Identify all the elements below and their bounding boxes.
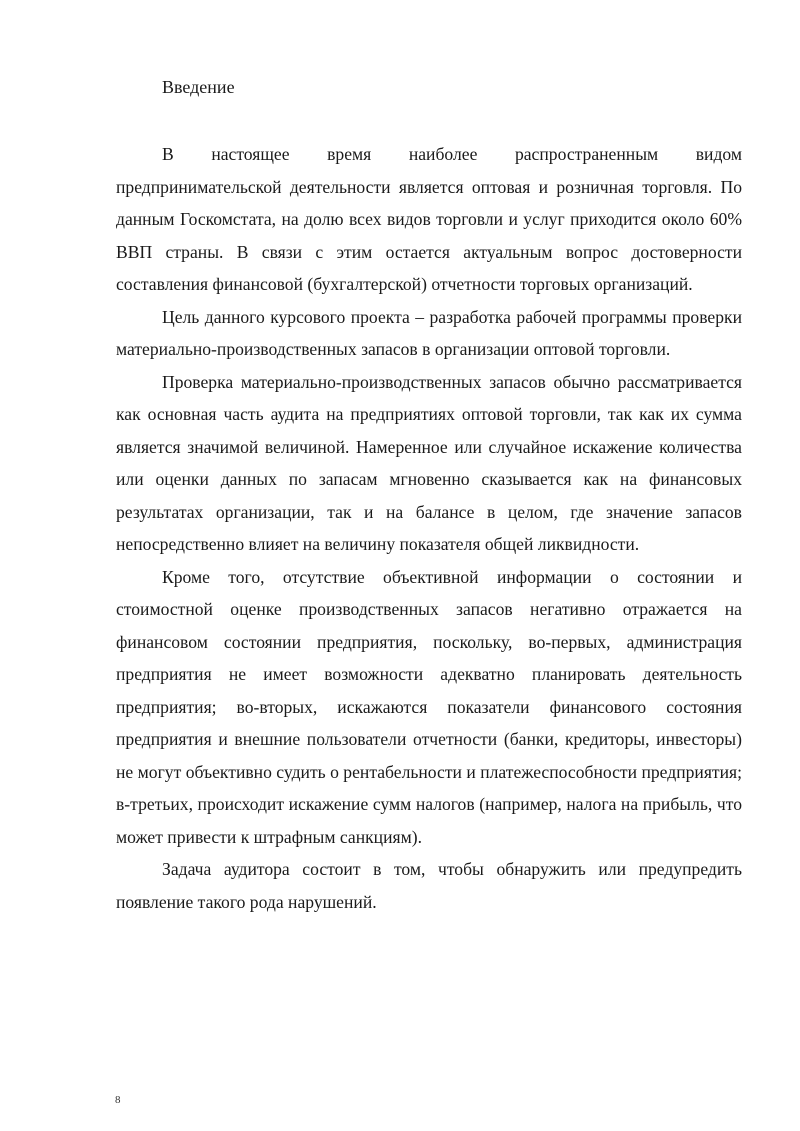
paragraph-intro: В настоящее время наиболее распространенным видом предпринимательской деятельности является оптовая и розничная торговля. По данным Госкомстата, на долю всех видов торговли и услуг приходится около 60% ВВП страны. В связи с этим остается актуальным вопрос достоверности составления финансовой (бухгалтерской) отчетности торговых организаций. [116,144,742,294]
paragraph-inventory-audit: Проверка материально-производственных запасов обычно рассматривается как основная часть аудита на предприятиях оптовой торговли, так как их сумма является значимой величиной. Намеренное или случайное искажение количества или оценки данных по запасам мгновенно сказывается как на финансовых результатах организации, так и на балансе в целом, где значение запасов непосредственно влияет на величину показателя общей ликвидности. [116,371,742,554]
paragraph-consequences: Кроме того, отсутствие объективной информации о состоянии и стоимостной оценке производственных запасов негативно отражается на финансовом состоянии предприятия, поскольку, во-первых, администрация предприятия не имеет возможности адекватно планировать деятельность предприятия; во-вторых, искажаются показатели финансового состояния предприятия и внешние пользователи отчетности (банки, кредиторы, инвесторы) не могут объективно судить о рентабельности и платежеспособности предприятия; в-третьих, происходит искажение сумм налогов (например, налога на прибыль, что может привести к штрафным санкциям). [116,566,742,847]
section-heading: Введение [162,77,235,97]
page-number: 8 [115,1094,121,1106]
paragraph-goal: Цель данного курсового проекта – разработка рабочей программы проверки материально-производственных запасов в организации оптовой торговли. [116,306,742,359]
paragraph-auditor-task: Задача аудитора состоит в том, чтобы обнаружить или предупредить появление такого рода нарушений. [116,859,742,912]
body-text [116,138,742,918]
